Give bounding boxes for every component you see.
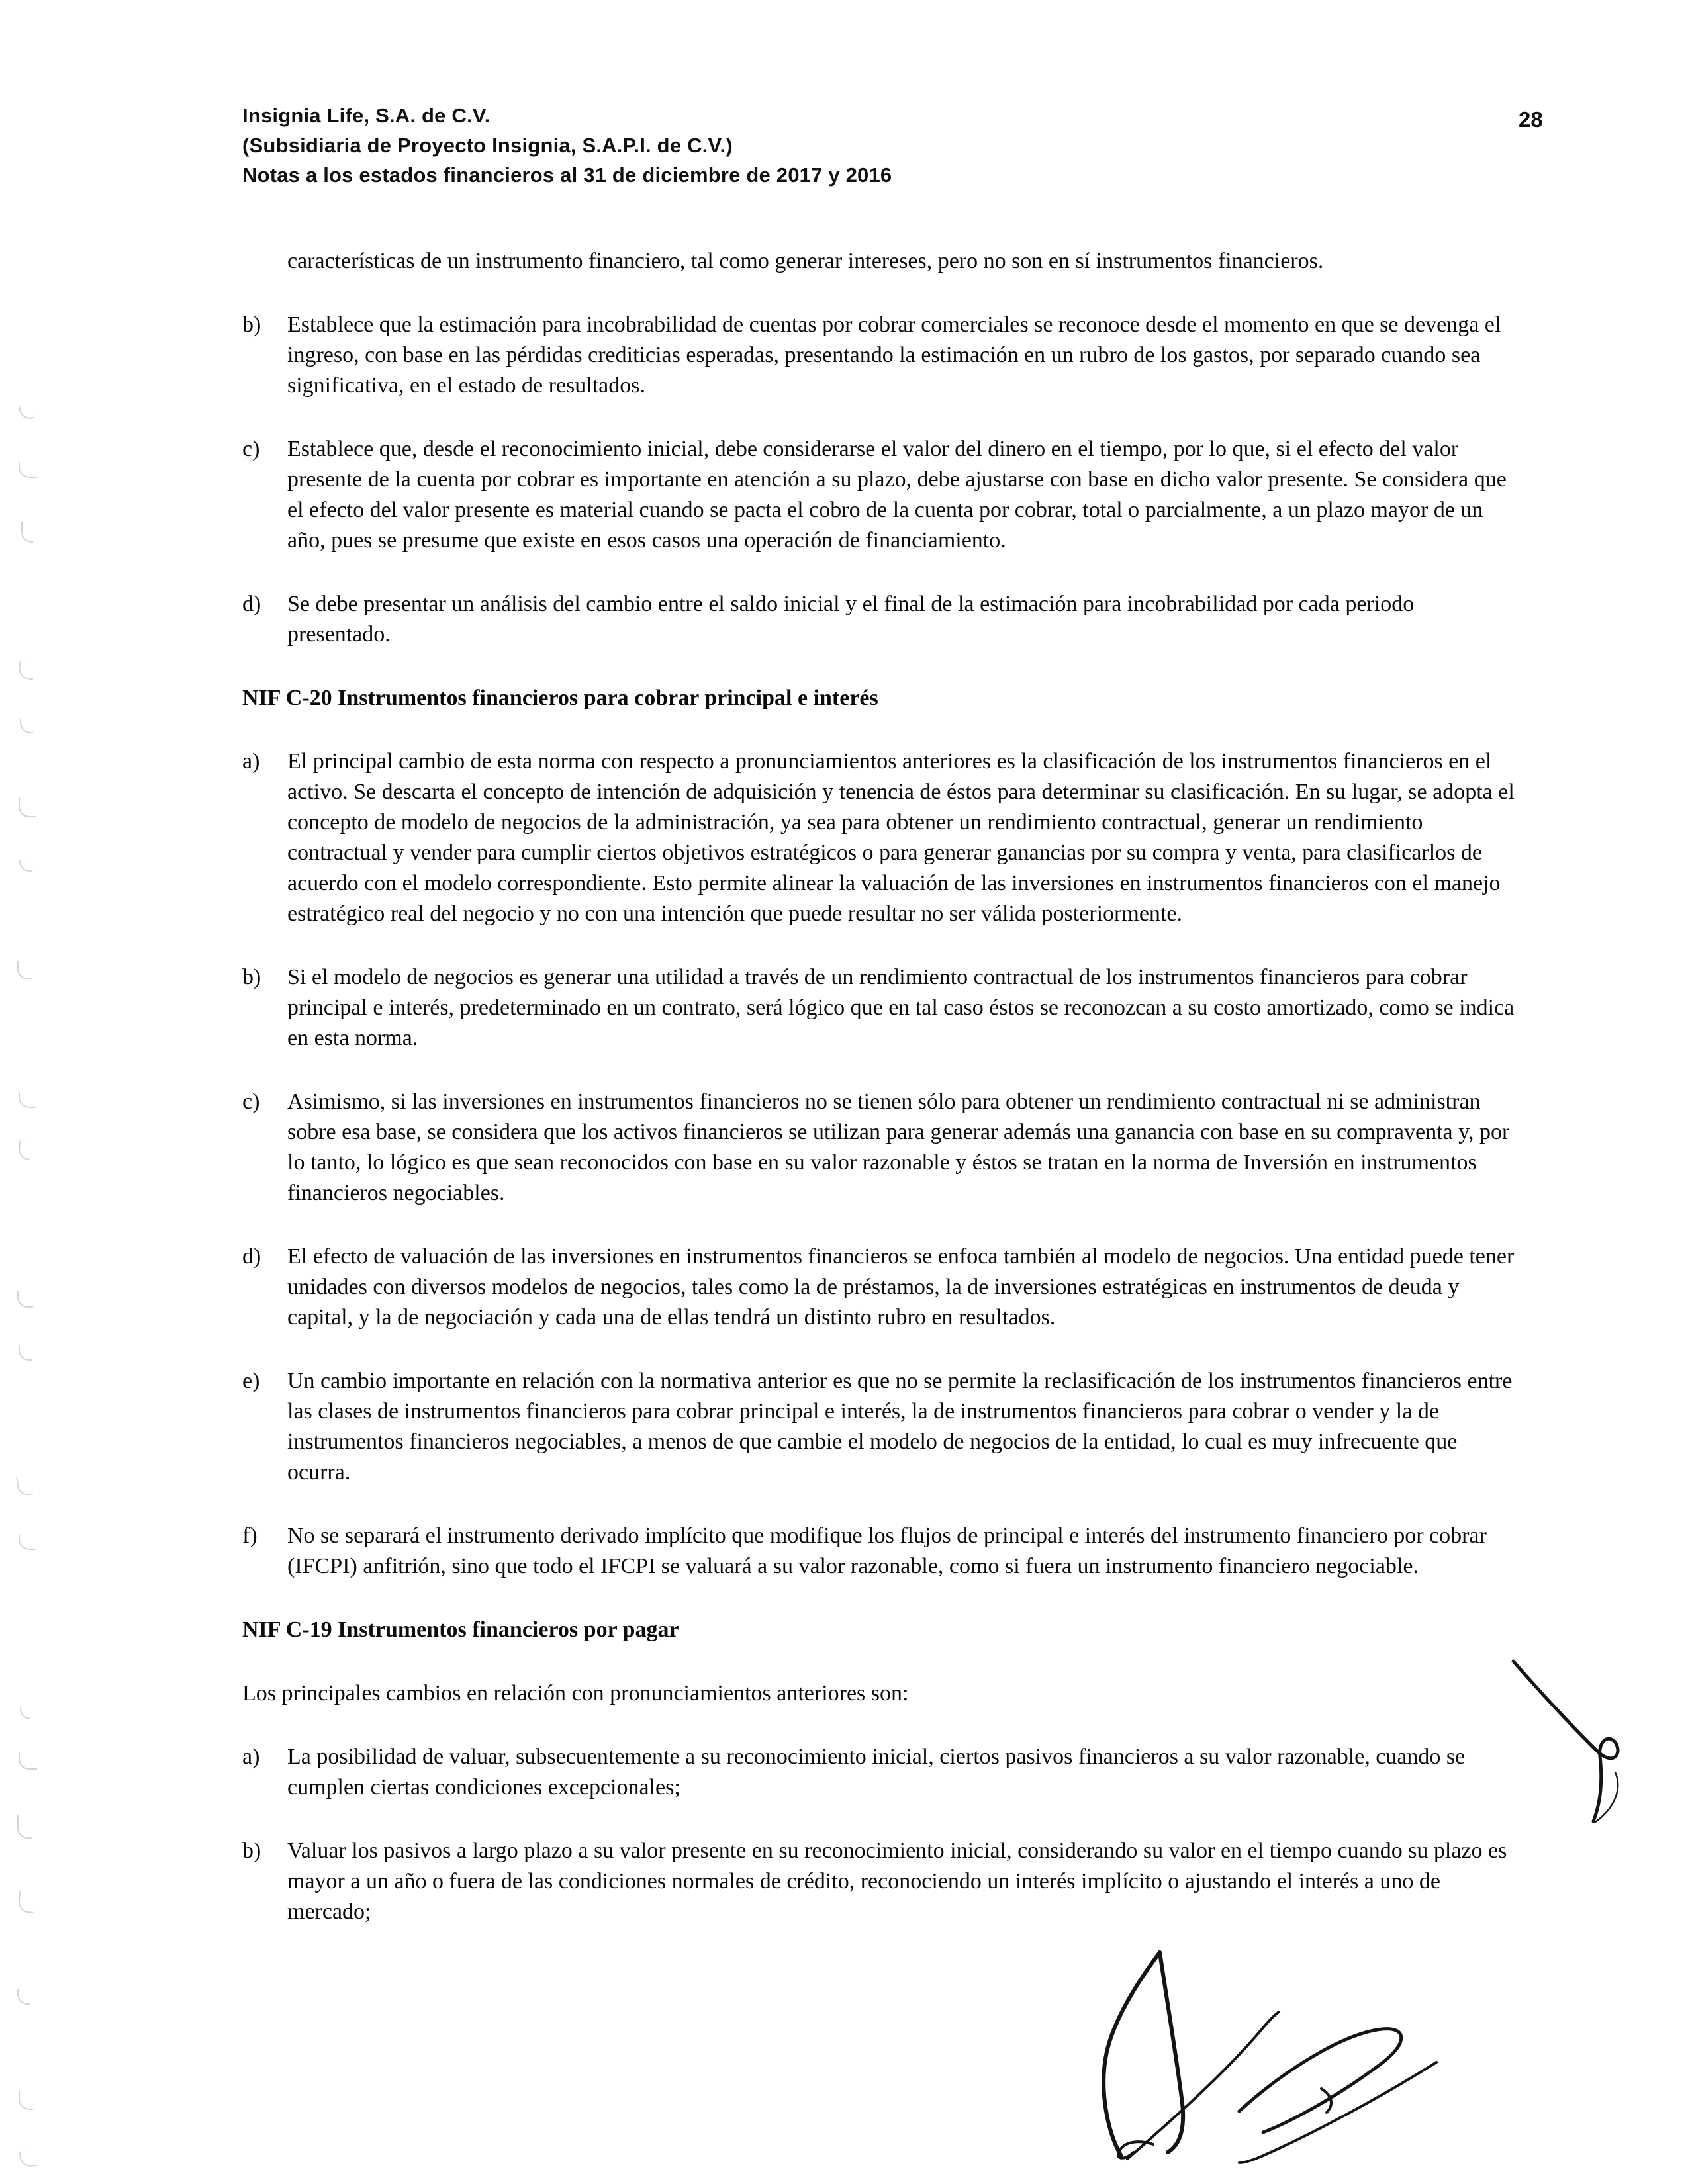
pen-mark-flourish — [1239, 2029, 1436, 2163]
item-text: Valuar los pasivos a largo plazo a su valor presente en su reconocimiento inicial, considerando su valor en el tiempo cuando su plazo es mayor a un año o fuera de las condiciones normales de crédito, reconociendo un interés implícito o ajustando el interés a uno de mercado; — [287, 1839, 1507, 1924]
item-letter: a) — [242, 1745, 260, 1769]
list-item-c20-d — [242, 1242, 1523, 1333]
scan-artifact — [18, 1140, 32, 1160]
item-letter: c) — [242, 1089, 260, 1114]
list-item-c9-c — [242, 434, 1523, 556]
scan-artifact — [19, 1092, 36, 1108]
item-text: No se separará el instrumento derivado implícito que modifique los flujos de principal e interés del instrumento financiero por cobrar (IFCPI) anfitrión, sino que todo el IFCPI se valuará a su valor razonable, como si fuera un instrumento financiero negociable. — [287, 1524, 1487, 1578]
item-text: El principal cambio de esta norma con respecto a pronunciamientos anteriores es la clasificación de los instrumentos financieros en el activo. Se descarta el concepto de intención de adquisición y tenencia de éstos para determinar su clasificación. En su lugar, se adopta el concepto de modelo de negocios de la administración, ya sea para obtener un rendimiento contractual, generar un rendimiento contractual y vender para cumplir ciertos objetivos estratégicos o para generar ganancias por su compra y venta, para clasificarlos de acuerdo con el modelo correspondiente. Esto permite alinear la valuación de las inversiones en instrumentos financieros con el manejo estratégico real del negocio y no con una intención que puede resultar no ser válida posteriormente. — [287, 749, 1515, 926]
scan-artifact — [19, 1346, 32, 1361]
pen-mark-kite — [1103, 1952, 1279, 2159]
pen-mark-diagonal-loop — [1513, 1661, 1618, 1822]
list-item-c20-e — [242, 1366, 1523, 1488]
document-body — [242, 246, 1523, 1960]
scan-artifact — [19, 1752, 37, 1770]
list-item-c20-f — [242, 1521, 1523, 1582]
item-text: Asimismo, si las inversiones en instrumentos financieros no se tienen sólo para obtener un rendimiento contractual ni se administran sobre esa base, se considera que los activos financieros se utilizan para generar además una ganancia con base en su compraventa y, por lo tanto, lo lógico es que sean reconocidos con base en su valor razonable y éstos se tratan en la norma de Inversión en instrumentos financieros negociables. — [287, 1089, 1510, 1205]
scan-artifact — [18, 1891, 36, 1913]
scan-artifact — [17, 961, 32, 979]
list-item-c20-c — [242, 1087, 1523, 1208]
item-text: Establece que la estimación para incobrabilidad de cuentas por cobrar comerciales se reconoce desde el momento en que se devenga el ingreso, con base en las pérdidas crediticias esperadas, presentando la estimación en un rubro de los gastos, por separado cuando sea significativa, en el estado de resultados. — [287, 312, 1501, 398]
list-item-c19-a — [242, 1742, 1523, 1803]
paragraph-nif-c19-intro: Los principales cambios en relación con pronunciamientos anteriores son: — [242, 1681, 909, 1706]
item-letter: f) — [242, 1524, 258, 1548]
scan-artifact — [17, 1989, 30, 2005]
scan-artifact — [19, 2091, 33, 2110]
notes-title-line: Notas a los estados financieros al 31 de diciembre de 2017 y 2016 — [242, 163, 892, 187]
list-item-c9-d — [242, 589, 1523, 650]
document-header — [242, 101, 892, 190]
scan-artifact — [16, 1475, 33, 1497]
scan-artifact — [17, 1291, 33, 1308]
scan-artifact — [19, 2150, 38, 2168]
scan-artifact — [19, 404, 34, 421]
section-heading-nif-c19: NIF C-19 Instrumentos financieros por pagar — [242, 1617, 679, 1642]
item-letter: b) — [242, 965, 261, 989]
item-letter: b) — [242, 1839, 261, 1863]
scan-artifact — [20, 1707, 30, 1719]
section-heading-nif-c20: NIF C-20 Instrumentos financieros para cobrar principal e interés — [242, 686, 878, 710]
item-text: Un cambio importante en relación con la normativa anterior es que no se permite la reclasificación de los instrumentos financieros entre las clases de instrumentos financieros para cobrar principal e interés, la de instrumentos financieros para cobrar o vender y la de instrumentos financieros negociables, a menos de que cambie el modelo de negocios de la entidad, lo cual es muy infrecuente que ocurra. — [287, 1369, 1513, 1484]
item-letter: b) — [242, 312, 261, 337]
item-text: El efecto de valuación de las inversiones en instrumentos financieros se enfoca también al modelo de negocios. Una entidad puede tener unidades con diversos modelos de negocios, tales como la de préstamos, la de inversiones estratégicas en instrumentos de deuda y capital, y la de negociación y cada una de ellas tendrá un distinto rubro en resultados. — [287, 1244, 1515, 1330]
item-letter: d) — [242, 1244, 261, 1269]
scan-artifact — [19, 858, 32, 874]
item-text: Se debe presentar un análisis del cambio entre el saldo inicial y el final de la estimación para incobrabilidad por cada periodo presentado. — [287, 592, 1415, 647]
company-name: Insignia Life, S.A. de C.V. — [242, 104, 491, 127]
scan-artifact — [17, 1815, 32, 1839]
scan-artifact — [17, 660, 35, 680]
scan-artifact — [19, 462, 37, 478]
item-text: La posibilidad de valuar, subsecuentemente a su reconocimiento inicial, ciertos pasivos financieros a su valor razonable, cuando se cumplen ciertas condiciones excepcionales; — [287, 1745, 1466, 1799]
scan-artifact — [19, 1535, 36, 1550]
scan-artifact — [21, 522, 33, 543]
list-item-c20-a — [242, 747, 1523, 929]
item-letter: c) — [242, 437, 260, 461]
paragraph-continuation: características de un instrumento financiero, tal como generar intereses, pero no son en sí instrumentos financieros. — [287, 249, 1324, 273]
item-letter: d) — [242, 592, 261, 616]
item-letter: e) — [242, 1369, 260, 1393]
page-number: 28 — [1519, 107, 1543, 132]
list-item-c20-b — [242, 962, 1523, 1054]
list-item-c9-b — [242, 310, 1523, 401]
list-item-c19-b — [242, 1836, 1523, 1927]
scan-artifact — [20, 719, 33, 733]
item-text: Establece que, desde el reconocimiento inicial, debe considerarse el valor del dinero en el tiempo, por lo que, si el efecto del valor presente de la cuenta por cobrar es importante en atención a su plazo, debe ajustarse con base en dicho valor presente. Se considera que el efecto del valor presente es material cuando se pacta el cobro de la cuenta por cobrar, total o parcialmente, a un plazo mayor de un año, pues se presume que existe en esos casos una operación de financiamiento. — [287, 437, 1507, 553]
item-letter: a) — [242, 749, 260, 774]
scan-artifact — [19, 797, 36, 817]
item-text: Si el modelo de negocios es generar una utilidad a través de un rendimiento contractual de los instrumentos financieros para cobrar principal e interés, predeterminado en un contrato, será lógico que en tal caso éstos se reconozcan a su costo amortizado, como se indica en esta norma. — [287, 965, 1515, 1050]
subsidiary-line: (Subsidiaria de Proyecto Insignia, S.A.P.I. de C.V.) — [242, 134, 733, 157]
